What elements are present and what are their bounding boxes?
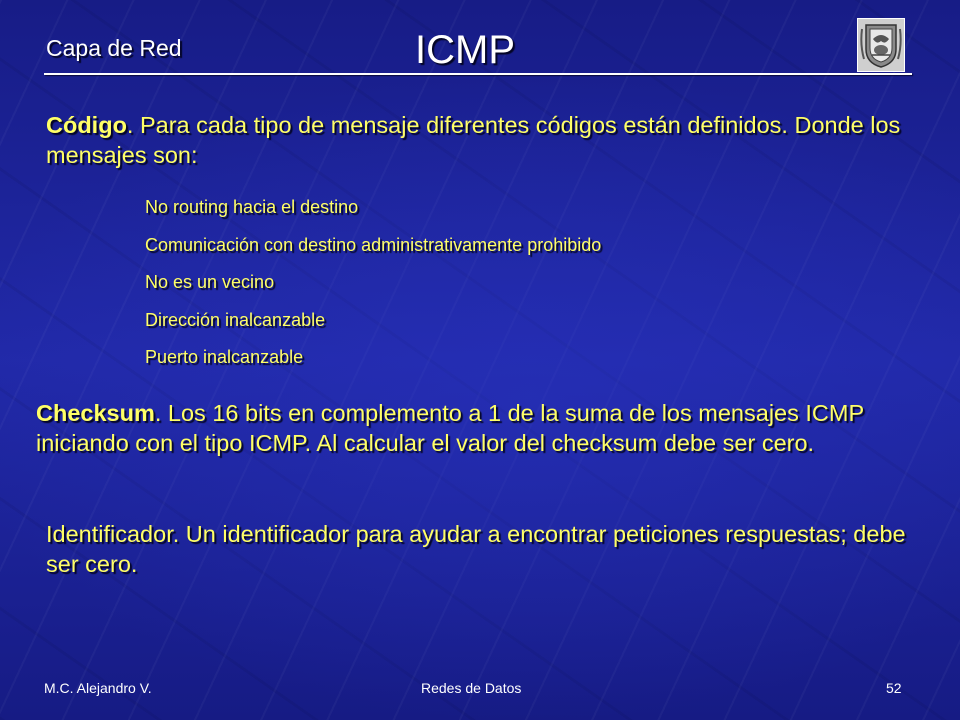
page-number: 52	[886, 680, 902, 696]
slide-title: ICMP	[415, 28, 515, 72]
checksum-paragraph	[36, 398, 916, 458]
codigo-text: . Para cada tipo de mensaje diferentes códigos están definidos. Donde los mensajes son:	[46, 112, 901, 168]
message-list	[145, 192, 601, 380]
footer-course: Redes de Datos	[421, 680, 522, 696]
footer-author: M.C. Alejandro V.	[44, 680, 152, 696]
list-item: Comunicación con destino administrativamente prohibido	[145, 234, 602, 255]
list-item: Dirección inalcanzable	[145, 309, 326, 330]
codigo-paragraph	[46, 110, 916, 170]
list-item: No routing hacia el destino	[145, 197, 359, 217]
list-item: No es un vecino	[145, 272, 275, 292]
section-label: Capa de Red	[46, 35, 182, 61]
checksum-term: Checksum	[36, 400, 155, 426]
checksum-text: . Los 16 bits en complemento a 1 de la suma de los mensajes ICMP iniciando con el tipo ICMP. Al calcular el valor del checksum debe ser cero.	[36, 400, 864, 456]
university-crest-icon	[857, 18, 905, 72]
list-item: Puerto inalcanzable	[145, 347, 304, 367]
identificador-paragraph: Identificador. Un identificador para ayudar a encontrar peticiones respuestas; debe ser cero.	[46, 521, 906, 577]
header-divider	[44, 73, 912, 75]
codigo-term: Código	[46, 112, 127, 138]
